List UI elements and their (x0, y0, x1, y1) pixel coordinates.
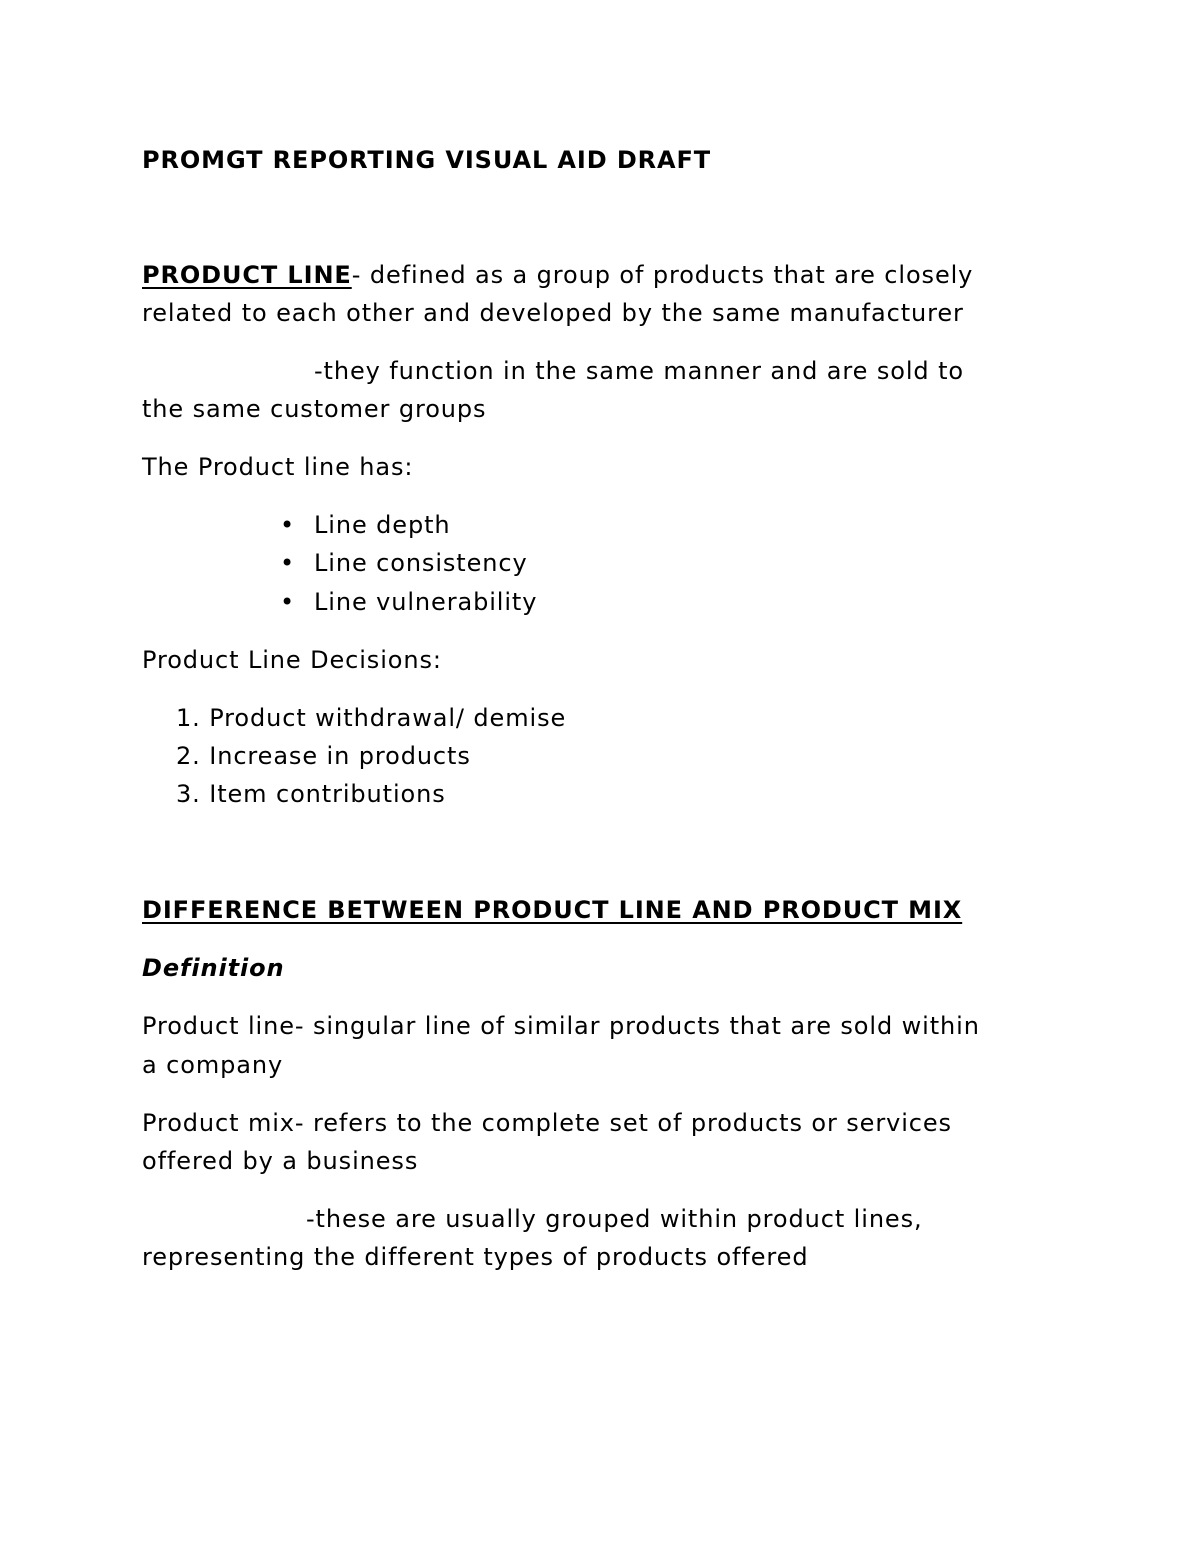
list-item: 3. Item contributions (176, 780, 446, 808)
bullet-text: Line vulnerability (314, 588, 538, 616)
list-item: 1. Product withdrawal/ demise (176, 704, 567, 732)
definition-subheading: Definition (142, 954, 285, 982)
bullet-icon: • (280, 549, 296, 577)
difference-heading: DIFFERENCE BETWEEN PRODUCT LINE AND PRODUCT MIX (142, 896, 963, 924)
product-line-note-line-2: the same customer groups (142, 395, 487, 423)
product-mix-definition-line-2: offered by a business (142, 1147, 419, 1175)
product-line-definition-line-2: related to each other and developed by the same manufacturer (142, 299, 964, 327)
product-mix-definition-line-1: Product mix- refers to the complete set of products or services (142, 1109, 952, 1137)
list-item (280, 510, 451, 540)
list-item: 2. Increase in products (176, 742, 471, 770)
product-line-decisions-label: Product Line Decisions: (142, 646, 442, 674)
list-item (280, 587, 538, 617)
bullet-text: Line consistency (314, 549, 528, 577)
product-line-definition-2-line-2: a company (142, 1051, 284, 1079)
list-item (280, 548, 528, 578)
product-line-term: PRODUCT LINE (142, 261, 352, 289)
product-mix-note-line-2: representing the different types of products offered (142, 1243, 809, 1271)
bullet-icon: • (280, 588, 296, 616)
product-line-note-line-1: -they function in the same manner and are sold to (314, 357, 964, 385)
product-line-definition-line-1 (142, 260, 973, 290)
document-title: PROMGT REPORTING VISUAL AID DRAFT (142, 146, 712, 174)
bullet-text: Line depth (314, 511, 451, 539)
product-line-has-label: The Product line has: (142, 453, 414, 481)
product-line-definition-2-line-1: Product line- singular line of similar products that are sold within (142, 1012, 980, 1040)
product-line-definition-text: - defined as a group of products that are closely (351, 261, 974, 289)
bullet-icon: • (280, 511, 296, 539)
product-mix-note-line-1: -these are usually grouped within product lines, (306, 1205, 923, 1233)
